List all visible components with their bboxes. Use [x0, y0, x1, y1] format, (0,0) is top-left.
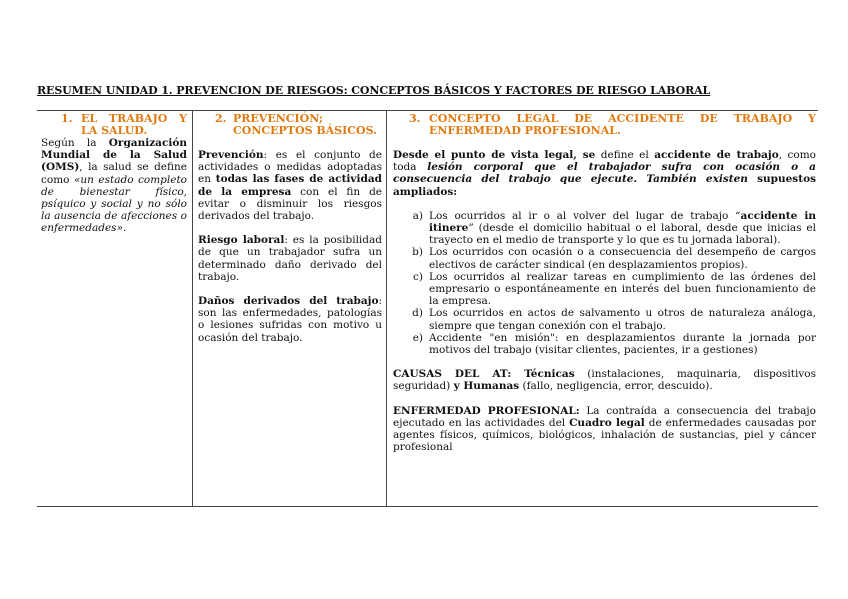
- emphasis: todas las fases de actividad de la empresa: [198, 173, 382, 198]
- heading-text: PREVENCIÓN; CONCEPTOS BÁSICOS.: [233, 112, 377, 137]
- list-text: Los ocurridos con ocasión o a consecuencia del desempeño de cargos electivos de carácter sindical (en desplazamientos propios).: [429, 246, 816, 271]
- term: Riesgo laboral: [198, 234, 285, 247]
- list-item: [393, 246, 816, 270]
- text-run: (fallo, negligencia, error, descuido).: [519, 380, 713, 393]
- text-run: : es la posibilidad de que un trabajador sufra un determinado daño derivado del trabajo.: [198, 234, 382, 283]
- accident-definition: [393, 149, 816, 198]
- list-text: Los ocurridos en actos de salvamento u otros de naturaleza análoga, siempre que tengan conexión con el trabajo.: [429, 307, 816, 332]
- risk-definition: [198, 234, 382, 283]
- heading-number: 3.: [409, 112, 421, 125]
- list-item: [393, 210, 816, 247]
- term: accidente in itinere: [429, 209, 816, 235]
- damage-definition: [198, 295, 382, 344]
- term: ENFERMEDAD PROFESIONAL:: [393, 404, 580, 417]
- emphasis: supuestos ampliados:: [393, 173, 816, 198]
- text-run: define el: [595, 149, 655, 161]
- column-work-and-health: [37, 111, 192, 506]
- term: CAUSAS DEL AT: Técnicas: [393, 368, 575, 381]
- heading-text: EL TRABAJO Y LA SALUD.: [81, 112, 187, 137]
- column-legal-concept: [386, 111, 818, 506]
- term: Cuadro legal: [569, 416, 645, 429]
- list-letter: d): [412, 307, 423, 320]
- document-title: RESUMEN UNIDAD 1. PREVENCION DE RIESGOS: CONCEPTOS BÁSICOS Y FACTORES DE RIESGO LABORAL: [37, 84, 711, 97]
- column-heading: [41, 113, 187, 137]
- definition-emphasis: lesión corporal que el trabajador sufra con ocasión o a consecuencia del trabajo que ejecute. También existen: [393, 161, 816, 186]
- list-letter: a): [412, 209, 423, 222]
- term: Daños derivados del trabajo: [198, 295, 379, 308]
- extended-cases-list: [393, 210, 816, 356]
- list-item: [393, 332, 816, 356]
- column-heading: [393, 113, 816, 137]
- column-prevention: [192, 111, 386, 506]
- text-run: ” (desde el domicilio habitual o el laboral, desde que inicias el trayecto en el medio de transporte y lo que es tu jornada laboral).: [429, 222, 816, 247]
- column-heading: [198, 113, 382, 137]
- text-run: con el fin de evitar o disminuir los riesgos derivados del trabajo.: [198, 185, 382, 223]
- text-run: Los ocurridos al ir o al volver del lugar de trabajo “: [429, 209, 741, 222]
- text-run: : son las enfermedades, patologías o lesiones sufridas con motivo u ocasión del trabajo.: [198, 295, 382, 344]
- summary-table: [37, 110, 818, 507]
- heading-text: CONCEPTO LEGAL DE ACCIDENTE DE TRABAJO Y ENFERMEDAD PROFESIONAL.: [429, 112, 816, 137]
- list-text: Accidente "en misión": en desplazamientos durante la jornada por motivos del trabajo (visitar clientes, pacientes, ir a gestiones): [429, 331, 816, 357]
- emphasis: Desde el punto de vista legal, se: [393, 149, 596, 161]
- text-run: La contraída a consecuencia del trabajo ejecutado en las actividades del: [393, 404, 817, 429]
- list-letter: e): [412, 331, 423, 344]
- occupational-disease: [393, 405, 816, 454]
- oms-term: Organización Mundial de la Salud (OMS): [41, 137, 187, 174]
- heading-number: 1.: [61, 112, 73, 125]
- text-run: (instalaciones, maquinaria, dispositivos seguridad): [393, 368, 816, 393]
- text-run: : es el conjunto de actividades o medidas adoptadas en: [198, 149, 382, 186]
- term: accidente de trabajo: [654, 149, 779, 161]
- text-run: de enfermedades causadas por agentes físicos, químicos, biológicos, inhalación de sustancias, piel y cáncer profesional: [393, 416, 816, 454]
- list-text: Los ocurridos al realizar tareas en cumplimiento de las órdenes del empresario o espontáneamente en interés del buen funcionamiento de la empresa.: [429, 270, 816, 308]
- list-letter: c): [413, 270, 423, 283]
- list-letter: b): [412, 246, 423, 259]
- term: y Humanas: [453, 380, 520, 393]
- accident-causes: [393, 368, 816, 392]
- oms-quote: «un estado completo de bienestar físico, psíquico y social y no sólo la ausencia de afecciones o enfermedades».: [41, 173, 187, 235]
- text-run: , la salud se define como: [41, 161, 187, 186]
- prevention-definition: [198, 149, 382, 222]
- text-run: Según la: [41, 137, 109, 149]
- list-item: [393, 307, 816, 331]
- heading-number: 2.: [215, 112, 227, 125]
- health-definition: [41, 137, 187, 235]
- list-item: [393, 271, 816, 308]
- text-run: , como toda: [393, 149, 817, 174]
- term: Prevención: [198, 149, 264, 161]
